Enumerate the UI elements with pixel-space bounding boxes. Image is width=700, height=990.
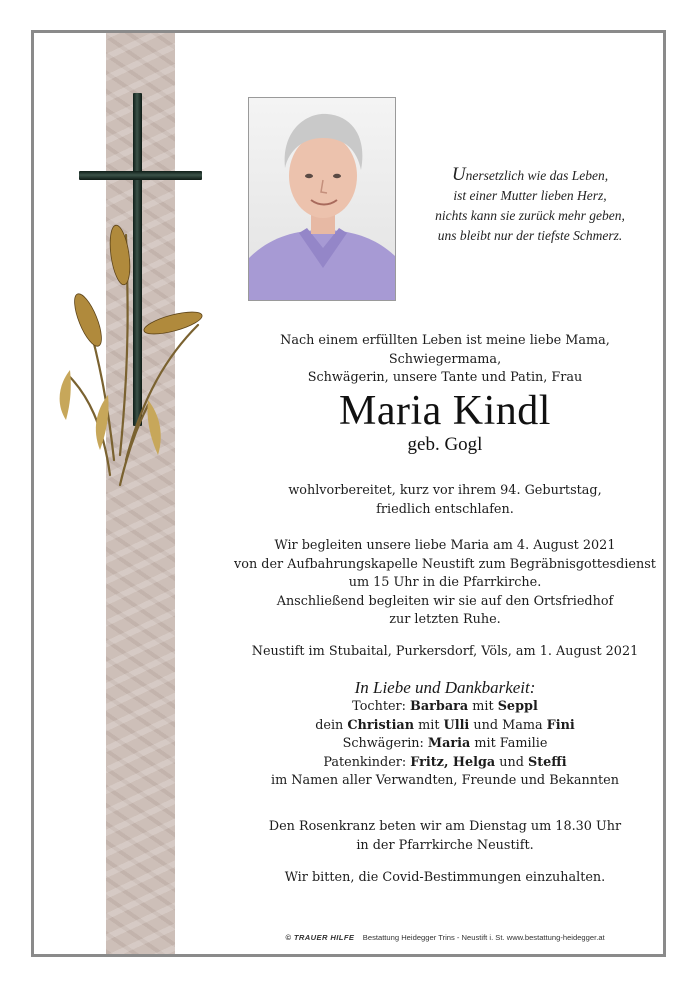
ceremony-line-2: von der Aufbahrungskapelle Neustift zum Begräbnisgottesdienst: [234, 556, 656, 572]
passing-line-2: friedlich entschlafen.: [376, 501, 514, 517]
covid-note: Wir bitten, die Covid-Bestimmungen einzuhalten.: [284, 870, 606, 885]
family-sister-in-law: [225, 735, 665, 754]
wheat-icon: [48, 205, 218, 495]
son-mid2: und Mama: [469, 717, 547, 733]
poem-line-3: nichts kann sie zurück mehr geben,: [435, 208, 625, 223]
daughter-partner: Seppl: [497, 699, 538, 714]
portrait-photo: [248, 97, 396, 301]
rosary-line-2: in der Pfarrkirche Neustift.: [356, 837, 534, 853]
trauer-hilfe-logo: © TRAUER HILFE: [285, 933, 355, 942]
sister-prefix: Schwägerin:: [342, 736, 428, 751]
daughter-prefix: Tochter:: [352, 699, 411, 714]
ceremony-line-5: zur letzten Ruhe.: [389, 612, 501, 627]
daughter-mid: mit: [468, 699, 498, 714]
godchildren-names: Fritz, Helga: [410, 754, 496, 770]
ceremony-text: [225, 537, 665, 630]
sister-suffix: mit Familie: [470, 736, 548, 751]
intro-line-1: Nach einem erfüllten Leben ist meine liebe Mama, Schwiegermama,: [280, 333, 610, 367]
son-partner: Ulli: [443, 717, 470, 733]
family-title: In Liebe und Dankbarkeit:: [354, 678, 536, 697]
deceased-name: Maria Kindl: [339, 388, 551, 434]
portrait-image: [249, 98, 396, 301]
family-godchildren: [225, 754, 665, 773]
family-son: [225, 717, 665, 736]
godchildren-mid: und: [495, 754, 528, 770]
godchildren-last: Steffi: [528, 754, 567, 770]
passing-line-1: wohlvorbereitet, kurz vor ihrem 94. Geburtstag,: [288, 483, 602, 498]
footer: [225, 933, 665, 942]
poem-line-2: ist einer Mutter lieben Herz,: [453, 188, 607, 203]
poem-line-4: uns bleibt nur der tiefste Schmerz.: [437, 228, 623, 243]
passing-text: [225, 482, 665, 519]
daughter-name: Barbara: [410, 699, 469, 714]
godchildren-prefix: Patenkinder:: [323, 754, 411, 770]
ceremony-line-4: Anschließend begleiten wir sie auf den Ortsfriedhof: [276, 593, 614, 609]
ceremony-line-3: um 15 Uhr in die Pfarrkirche.: [348, 575, 542, 590]
family-list: [225, 698, 665, 791]
footer-company: Bestattung Heidegger Trins - Neustift i. St. www.bestattung-heidegger.at: [362, 933, 605, 942]
rosary-text: [225, 818, 665, 855]
son-mid: mit: [414, 717, 444, 733]
maiden-name: geb. Gogl: [407, 434, 483, 455]
sister-name: Maria: [427, 736, 471, 751]
family-daughter: [225, 698, 665, 717]
poem-initial: U: [451, 164, 466, 185]
cross-arm: [79, 171, 202, 180]
place-date: Neustift im Stubaital, Purkersdorf, Völs, am 1. August 2021: [251, 644, 639, 659]
son-prefix: dein: [315, 717, 348, 733]
poem: [400, 165, 660, 246]
family-relatives: im Namen aller Verwandten, Freunde und Bekannten: [270, 773, 619, 788]
rosary-line-1: Den Rosenkranz beten wir am Dienstag um 18.30 Uhr: [268, 819, 622, 834]
son-mama: Fini: [546, 717, 575, 733]
ceremony-line-1: Wir begleiten unsere liebe Maria am 4. August 2021: [274, 538, 616, 553]
intro-text: [225, 332, 665, 388]
intro-line-2: Schwägerin, unsere Tante und Patin, Frau: [307, 370, 583, 385]
poem-line-1: nersetzlich wie das Leben,: [465, 168, 609, 183]
son-name: Christian: [347, 717, 415, 733]
